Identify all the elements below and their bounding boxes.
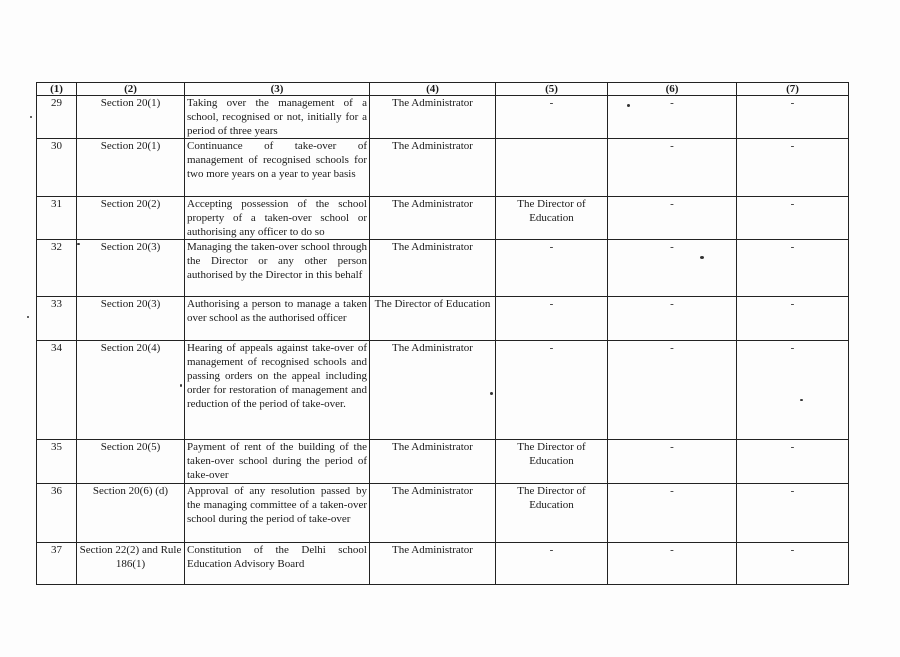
- row-number: 37: [37, 543, 77, 585]
- col6-cell: -: [608, 139, 737, 197]
- table-row: [37, 341, 849, 440]
- col5-cell: -: [496, 240, 608, 297]
- col5-cell: The Director of Education: [496, 484, 608, 543]
- col7-cell: -: [737, 96, 849, 139]
- col5-cell: -: [496, 96, 608, 139]
- col5-cell: -: [496, 297, 608, 341]
- power-description: Continuance of take-over of management of recognised schools for two more years on a year to year basis: [185, 139, 370, 197]
- col7-cell: -: [737, 139, 849, 197]
- section-ref: Section 20(1): [77, 139, 185, 197]
- col6-cell: -: [608, 341, 737, 440]
- row-number: 33: [37, 297, 77, 341]
- power-description: Authorising a person to manage a taken over school as the authorised officer: [185, 297, 370, 341]
- col5-cell: -: [496, 341, 608, 440]
- col7-cell: -: [737, 240, 849, 297]
- authority-cell: The Administrator: [370, 543, 496, 585]
- col5-cell: The Director of Education: [496, 197, 608, 240]
- power-description: Approval of any resolution passed by the managing committee of a taken-over school during the period of take-over: [185, 484, 370, 543]
- scan-speck: [180, 384, 182, 387]
- table-row: [37, 96, 849, 139]
- scan-speck: [800, 399, 803, 401]
- authority-cell: The Administrator: [370, 139, 496, 197]
- section-ref: Section 20(6) (d): [77, 484, 185, 543]
- col6-cell: -: [608, 484, 737, 543]
- col7-cell: -: [737, 484, 849, 543]
- section-ref: Section 20(1): [77, 96, 185, 139]
- col7-cell: -: [737, 197, 849, 240]
- row-number: 30: [37, 139, 77, 197]
- col7-cell: -: [737, 297, 849, 341]
- header-row: [37, 83, 849, 96]
- col6-cell: -: [608, 440, 737, 484]
- table-row: [37, 297, 849, 341]
- delegation-table: [36, 82, 849, 585]
- column-header-1: (1): [37, 83, 77, 96]
- col7-cell: -: [737, 543, 849, 585]
- table-row: [37, 543, 849, 585]
- column-header-6: (6): [608, 83, 737, 96]
- column-header-3: (3): [185, 83, 370, 96]
- column-header-2: (2): [77, 83, 185, 96]
- section-ref: Section 20(3): [77, 240, 185, 297]
- col6-cell: -: [608, 96, 737, 139]
- scan-speck: [700, 256, 704, 259]
- section-ref: Section 20(3): [77, 297, 185, 341]
- col7-cell: -: [737, 341, 849, 440]
- row-number: 36: [37, 484, 77, 543]
- table-row: [37, 484, 849, 543]
- table-row: [37, 440, 849, 484]
- scan-speck: [30, 116, 32, 118]
- column-header-7: (7): [737, 83, 849, 96]
- row-number: 31: [37, 197, 77, 240]
- scan-speck: [490, 392, 493, 395]
- row-number: 34: [37, 341, 77, 440]
- col6-cell: -: [608, 543, 737, 585]
- col5-cell: The Director of Education: [496, 440, 608, 484]
- power-description: Accepting possession of the school property of a taken-over school or authorising any officer to do so: [185, 197, 370, 240]
- column-header-4: (4): [370, 83, 496, 96]
- table-row: [37, 240, 849, 297]
- authority-cell: The Administrator: [370, 341, 496, 440]
- column-header-5: (5): [496, 83, 608, 96]
- authority-cell: The Administrator: [370, 197, 496, 240]
- section-ref: Section 20(5): [77, 440, 185, 484]
- power-description: Payment of rent of the building of the taken-over school during the period of take-over: [185, 440, 370, 484]
- authority-cell: The Administrator: [370, 484, 496, 543]
- col6-cell: -: [608, 240, 737, 297]
- authority-cell: The Director of Education: [370, 297, 496, 341]
- col7-cell: -: [737, 440, 849, 484]
- col5-cell: -: [496, 543, 608, 585]
- table-row: [37, 139, 849, 197]
- authority-cell: The Administrator: [370, 96, 496, 139]
- row-number: 32: [37, 240, 77, 297]
- scan-speck: [77, 243, 80, 245]
- row-number: 35: [37, 440, 77, 484]
- table-row: [37, 197, 849, 240]
- authority-cell: The Administrator: [370, 240, 496, 297]
- col5-cell: [496, 139, 608, 197]
- row-number: 29: [37, 96, 77, 139]
- power-description: Taking over the management of a school, recognised or not, initially for a period of three years: [185, 96, 370, 139]
- col6-cell: -: [608, 297, 737, 341]
- authority-cell: The Administrator: [370, 440, 496, 484]
- col6-cell: -: [608, 197, 737, 240]
- section-ref: Section 22(2) and Rule 186(1): [77, 543, 185, 585]
- scan-speck: [27, 316, 29, 318]
- scan-speck: [627, 104, 630, 107]
- section-ref: Section 20(4): [77, 341, 185, 440]
- power-description: Constitution of the Delhi school Education Advisory Board: [185, 543, 370, 585]
- power-description: Managing the taken-over school through the Director or any other person authorised by the Director in this behalf: [185, 240, 370, 297]
- section-ref: Section 20(2): [77, 197, 185, 240]
- power-description: Hearing of appeals against take-over of management of recognised schools and passing orders on the appeal including order for restoration of management and reduction of the period of take-over.: [185, 341, 370, 440]
